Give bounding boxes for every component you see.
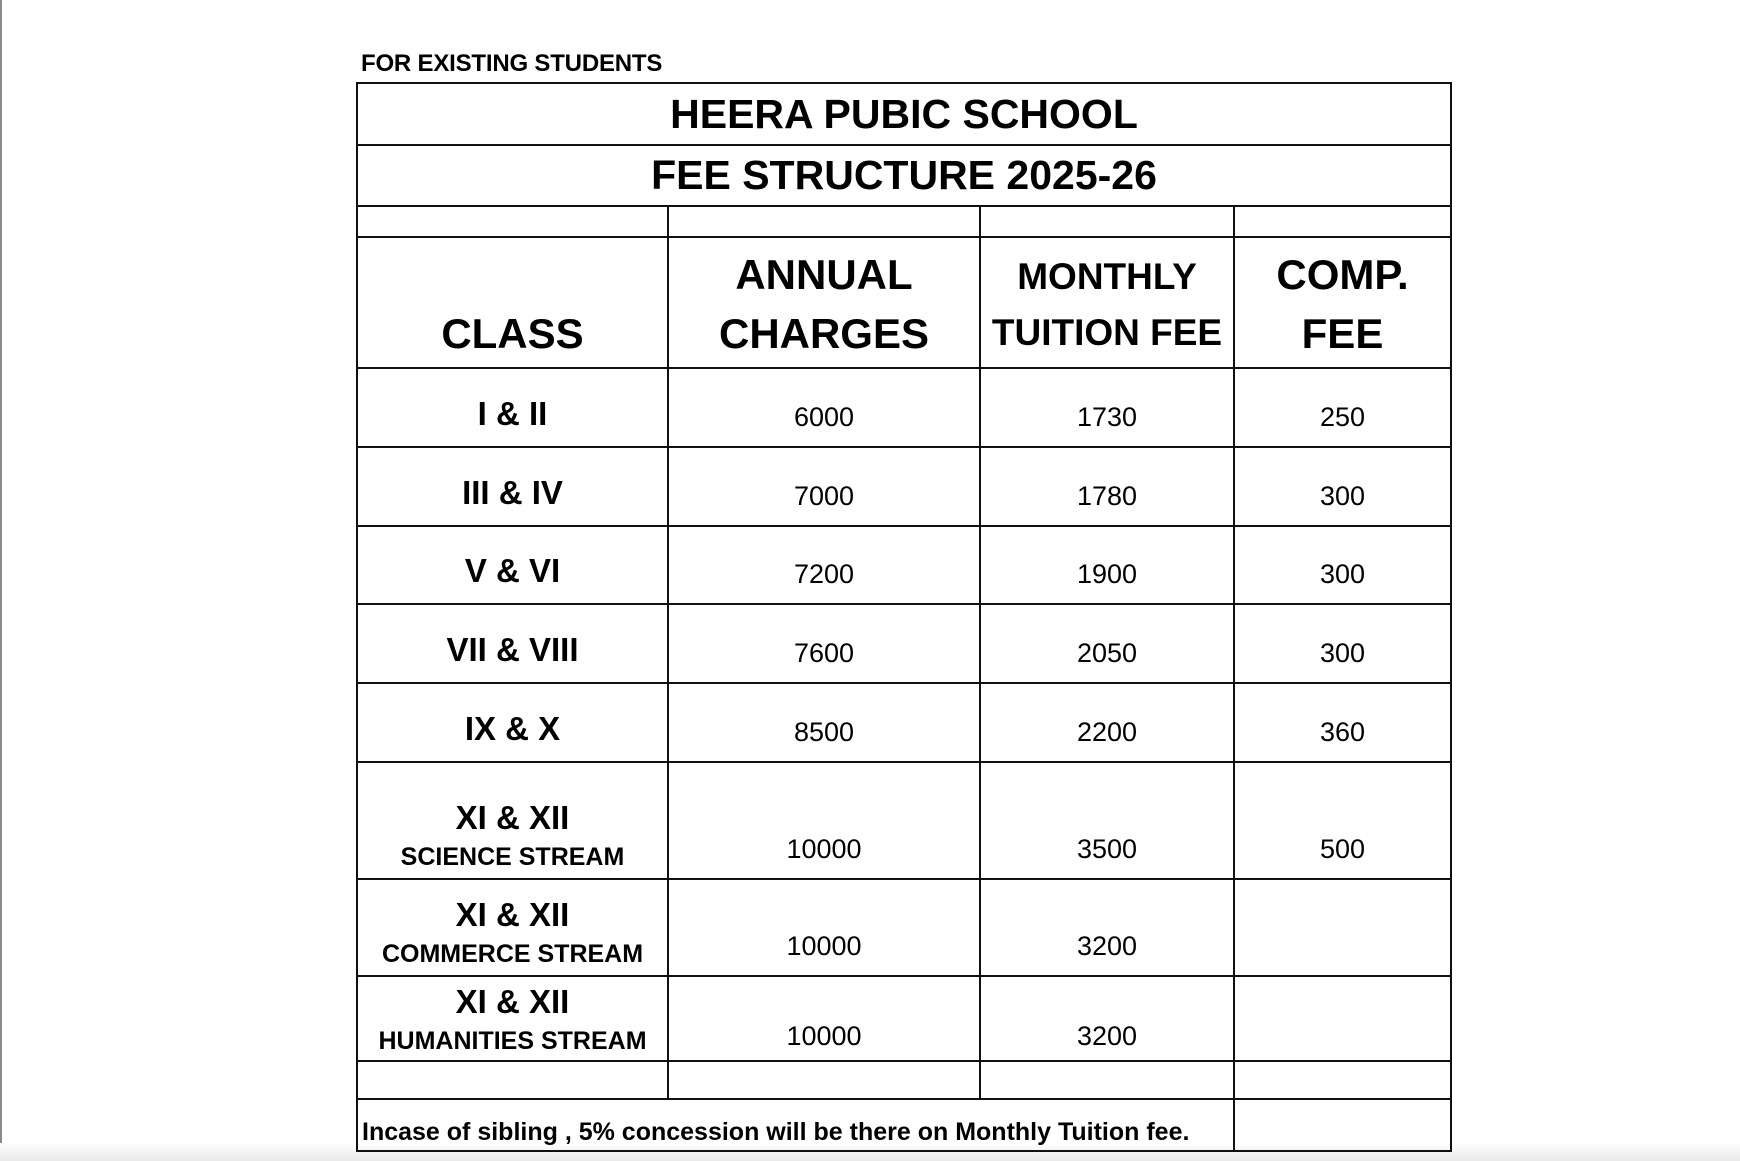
school-name-text: HEERA PUBIC SCHOOL (670, 90, 1138, 137)
comp-cell (1235, 977, 1450, 1060)
header-class-label: CLASS (441, 310, 584, 357)
comp-cell (1235, 763, 1450, 878)
rule (356, 1150, 1452, 1152)
header-class (358, 238, 667, 367)
annual-value: 10000 (786, 834, 862, 864)
rule (356, 1098, 1452, 1100)
class-label: XI & XII (455, 896, 570, 933)
annual-cell (669, 527, 979, 603)
class-label: IX & X (464, 710, 561, 747)
monthly-value: 2200 (1076, 717, 1138, 747)
class-cell (358, 527, 667, 603)
comp-value: 300 (1319, 559, 1366, 589)
fee-structure-title (356, 146, 1452, 205)
annual-value: 7200 (793, 559, 855, 589)
class-label: VII & VIII (446, 631, 579, 668)
annual-value: 6000 (793, 402, 855, 432)
header-comp-line1: COMP. (1276, 251, 1409, 298)
annual-value: 7600 (793, 638, 855, 668)
monthly-value: 3500 (1076, 834, 1138, 864)
comp-cell (1235, 448, 1450, 525)
class-label: I & II (477, 395, 548, 432)
monthly-value: 3200 (1076, 931, 1138, 961)
monthly-cell (981, 763, 1233, 878)
stream-label: COMMERCE STREAM (381, 940, 644, 968)
monthly-cell (981, 448, 1233, 525)
class-cell (358, 977, 667, 1060)
class-cell (358, 605, 667, 682)
rule (356, 1060, 1452, 1062)
comp-value: 250 (1319, 402, 1366, 432)
annual-value: 7000 (793, 481, 855, 511)
monthly-value: 1780 (1076, 481, 1138, 511)
header-comp-line2: FEE (1301, 310, 1384, 357)
annual-value: 10000 (786, 931, 862, 961)
header-monthly-tuition (981, 238, 1233, 367)
comp-value: 300 (1319, 481, 1366, 511)
annual-cell (669, 880, 979, 975)
header-annual-charges (669, 238, 979, 367)
rule (1450, 82, 1452, 1152)
annual-cell (669, 977, 979, 1060)
class-cell (358, 763, 667, 878)
header-monthly-line2: TUITION FEE (991, 312, 1223, 353)
stream-label: HUMANITIES STREAM (378, 1027, 647, 1055)
comp-value: 300 (1319, 638, 1366, 668)
monthly-cell (981, 977, 1233, 1060)
monthly-value: 3200 (1076, 1021, 1138, 1051)
annual-value: 10000 (786, 1021, 862, 1051)
class-label: V & VI (464, 552, 561, 589)
annual-cell (669, 763, 979, 878)
monthly-value: 1730 (1076, 402, 1138, 432)
page-left-edge (0, 0, 2, 1161)
comp-cell (1235, 684, 1450, 761)
sibling-note: Incase of sibling , 5% concession will be there on Monthly Tuition fee. (362, 1118, 1190, 1146)
monthly-cell (981, 880, 1233, 975)
class-cell (358, 684, 667, 761)
comp-cell (1235, 605, 1450, 682)
class-cell (358, 369, 667, 446)
class-label: XI & XII (455, 799, 570, 836)
header-annual-line1: ANNUAL (735, 251, 913, 298)
monthly-value: 2050 (1076, 638, 1138, 668)
comp-cell (1235, 369, 1450, 446)
header-monthly-line1: MONTHLY (1017, 256, 1197, 297)
comp-cell (1235, 527, 1450, 603)
monthly-value: 1900 (1076, 559, 1138, 589)
header-annual-line2: CHARGES (718, 310, 930, 357)
monthly-cell (981, 605, 1233, 682)
rule (356, 205, 1452, 207)
header-comp-fee (1235, 238, 1450, 367)
class-cell (358, 448, 667, 525)
class-cell (358, 880, 667, 975)
monthly-cell (981, 369, 1233, 446)
comp-value: 500 (1319, 834, 1366, 864)
annual-cell (669, 605, 979, 682)
class-label: III & IV (462, 474, 563, 511)
fee-table (356, 82, 1452, 1152)
monthly-cell (981, 684, 1233, 761)
comp-value: 360 (1319, 717, 1366, 747)
annual-cell (669, 448, 979, 525)
stream-label: SCIENCE STREAM (400, 843, 625, 871)
comp-cell (1235, 880, 1450, 975)
annual-value: 8500 (793, 717, 855, 747)
fee-structure-title-text: FEE STRUCTURE 2025-26 (651, 152, 1157, 198)
annual-cell (669, 369, 979, 446)
class-label: XI & XII (455, 983, 570, 1020)
school-name (356, 84, 1452, 144)
monthly-cell (981, 527, 1233, 603)
caption: FOR EXISTING STUDENTS (361, 50, 663, 77)
annual-cell (669, 684, 979, 761)
